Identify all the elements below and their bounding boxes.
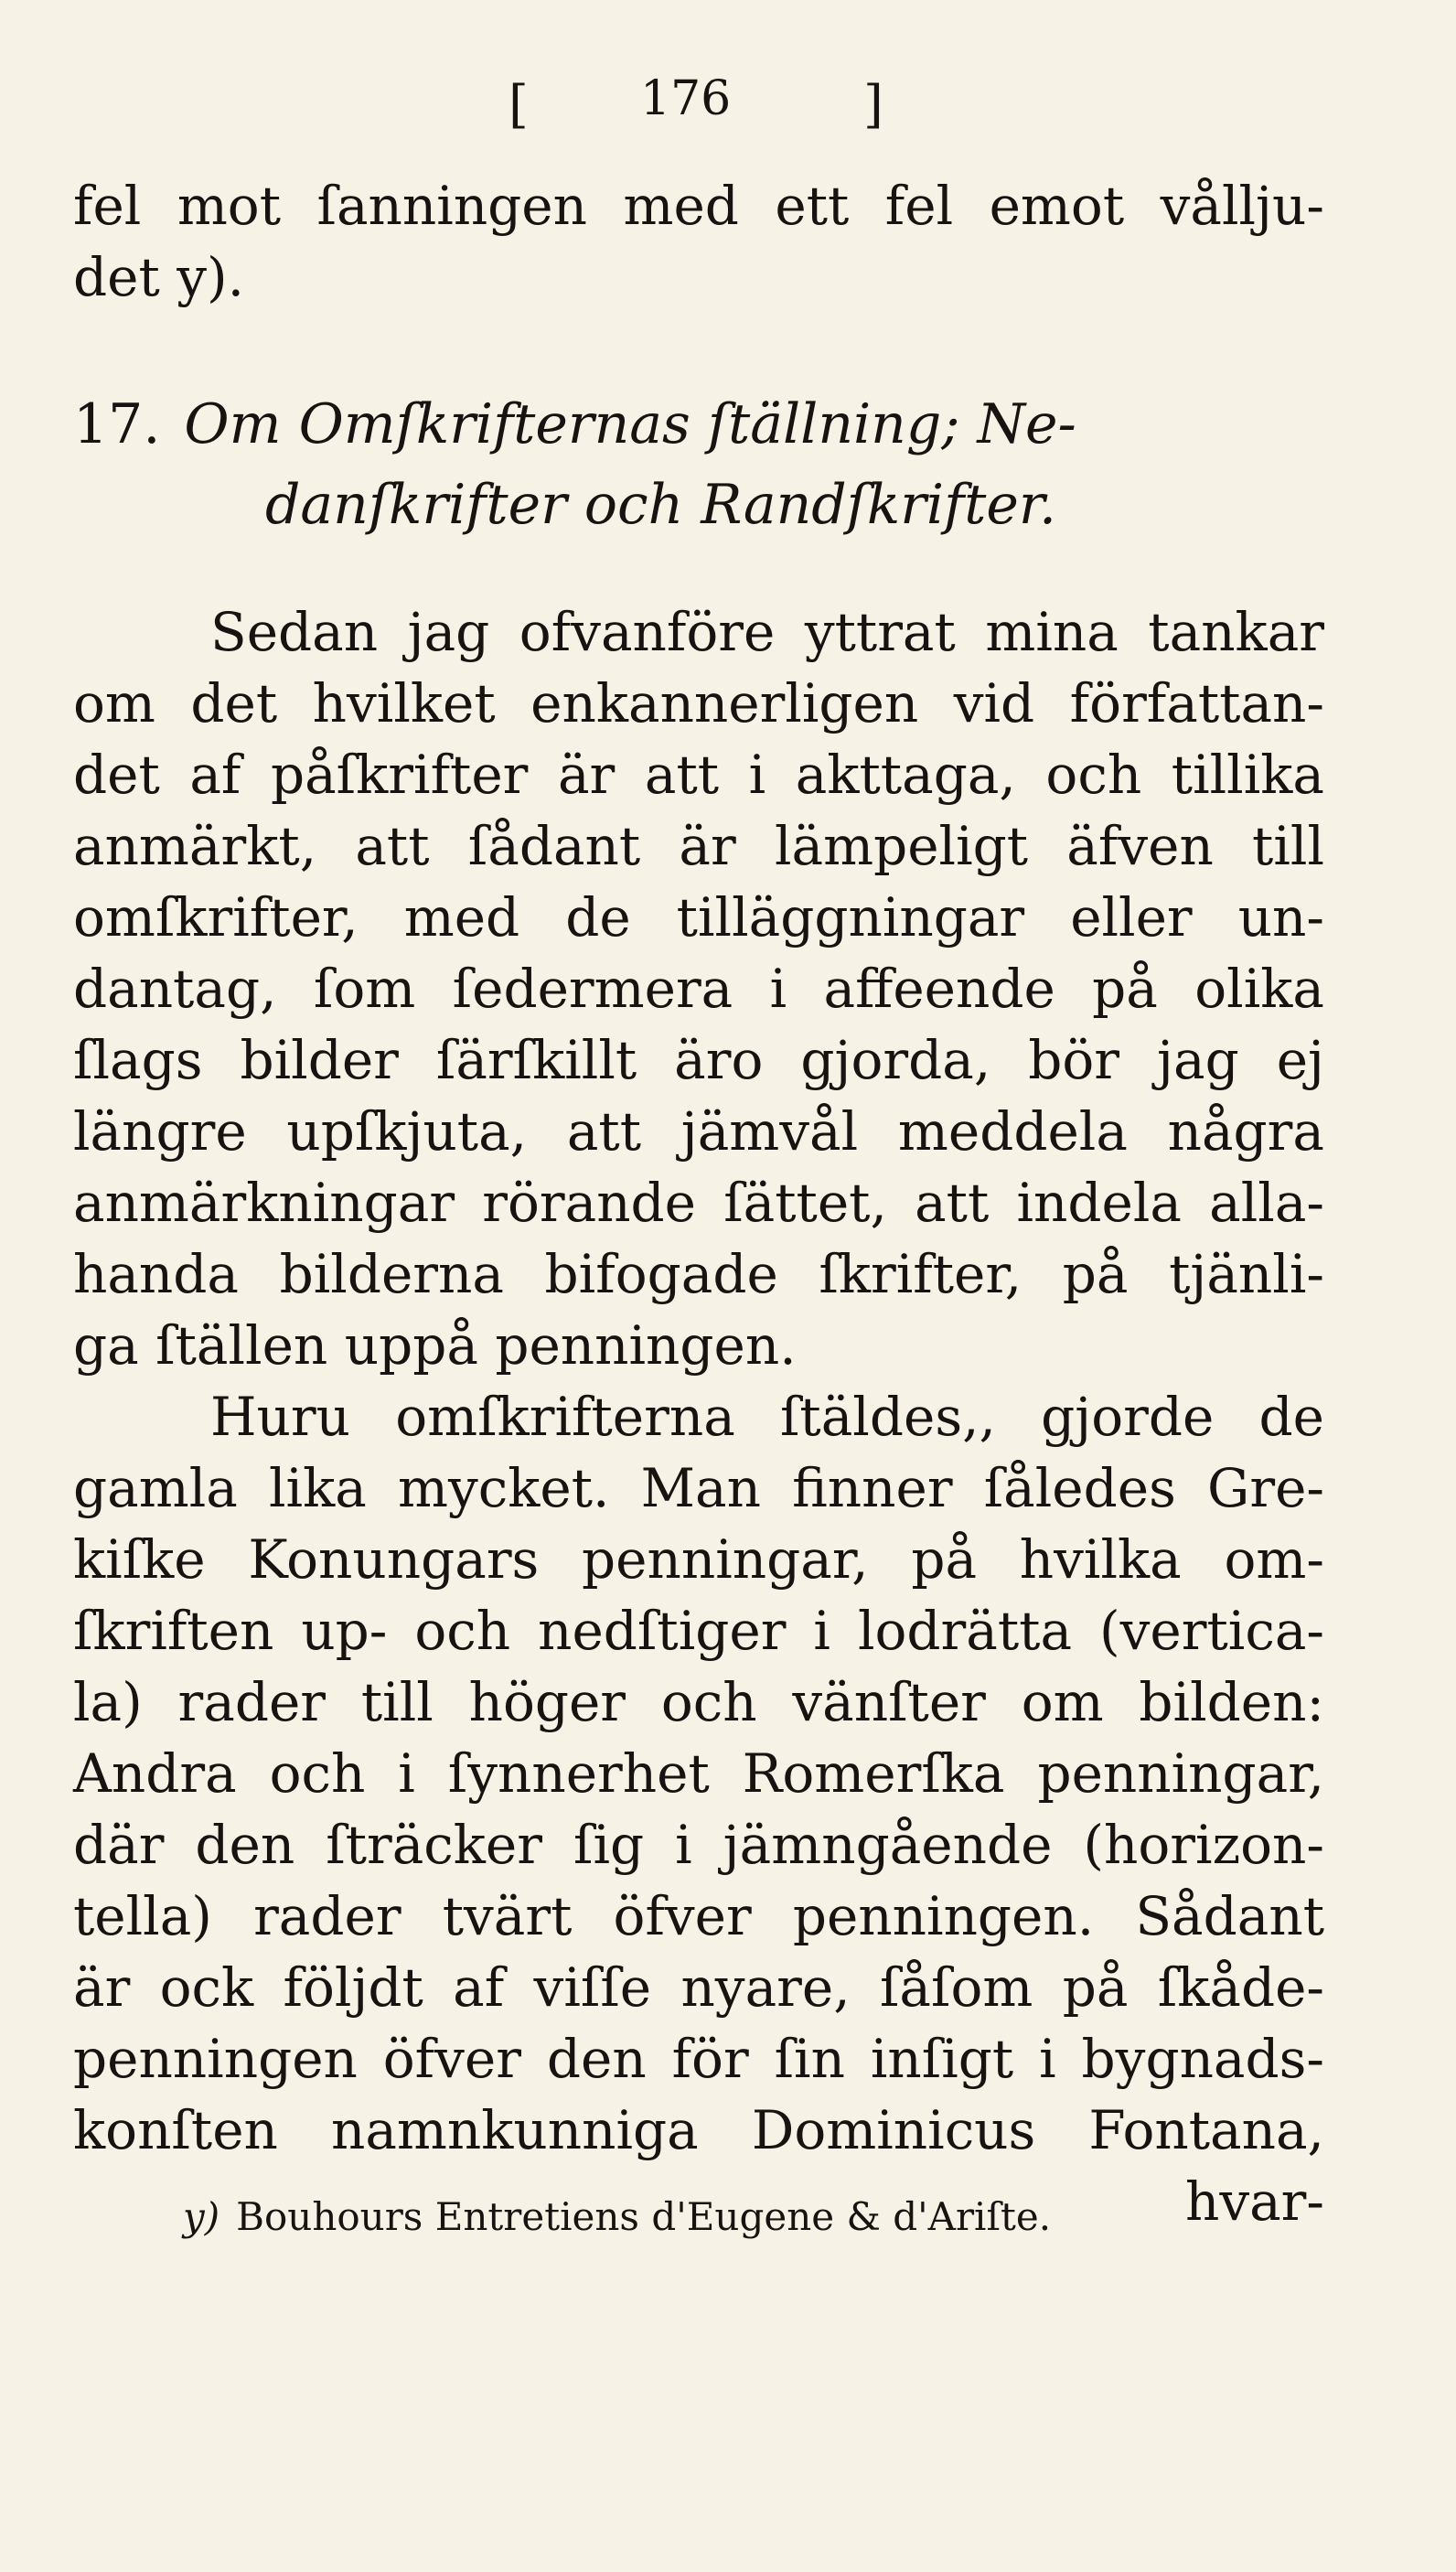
section-number: 17. (73, 392, 161, 456)
text-line: penningen öfver den för ſin inſigt i bygnads- (73, 2028, 1324, 2090)
text-line: ga ſtällen uppå penningen. (73, 1314, 797, 1377)
section-heading (73, 384, 1324, 545)
text-line: om det hvilket enkannerligen vid författan- (73, 672, 1324, 734)
paragraph-2 (73, 1381, 1324, 2237)
text-line: är ock följdt af viſſe nyare, ſåſom på ſkåde- (73, 1956, 1324, 2019)
text-line: dantag, ſom ſedermera i affeende på olika (73, 958, 1324, 1020)
text-line: ſlags bilder ſärſkillt äro gjorda, bör jag ej (73, 1029, 1324, 1091)
text-line: omſkrifter, med de tilläggningar eller un- (73, 886, 1324, 948)
bracket-close: ] (863, 75, 883, 134)
text-line: ſkriften up- och nedſtiger i lodrätta (vertica- (73, 1600, 1324, 1662)
text-line: anmärkningar rörande ſättet, att indela alla- (73, 1172, 1324, 1234)
text-line: det af påſkrifter är att i akttaga, och tillika (73, 744, 1324, 806)
text-line: tella) rader tvärt öfver penningen. Sådant (73, 1885, 1324, 1947)
text-line: kiſke Konungars penningar, på hvilka om- (73, 1528, 1324, 1591)
text-line: Sedan jag ofvanföre yttrat mina tankar (210, 601, 1324, 663)
page-header (0, 66, 1456, 139)
text-line: längre upſkjuta, att jämvål meddela några (73, 1100, 1324, 1163)
text-line: Huru omſkrifterna ſtäldes,, gjorde de (210, 1386, 1324, 1448)
bracket-open: [ (509, 75, 529, 134)
paragraph-1 (73, 596, 1324, 1381)
page-number: 176 (640, 71, 732, 126)
footnote-mark: y) (183, 2194, 220, 2239)
text-line: la) rader till höger och vänſter om bilden: (73, 1671, 1324, 1733)
text-line: fel mot ſanningen med ett fel emot vållju- (73, 175, 1324, 237)
section-title-line2: danſkrifter och Randſkrifter. (265, 473, 1057, 537)
footnote-text: Bouhours Entretiens d'Eugene & d'Ariſte. (236, 2194, 1052, 2239)
section-title-line1: Om Omſkrifternas ſtällning; Ne- (184, 392, 1076, 456)
intro-text (73, 170, 1324, 313)
text-line: Andra och i ſynnerhet Romerſka penningar, (73, 1742, 1324, 1805)
catchword: hvar- (1184, 2170, 1324, 2233)
footnote (183, 2190, 1051, 2245)
text-line: gamla lika mycket. Man finner ſåledes Gre- (73, 1457, 1324, 1519)
text-line: konſten namnkunniga Dominicus Fontana, (73, 2099, 1324, 2161)
text-line: det y). (73, 246, 245, 308)
text-line: handa bilderna bifogade ſkrifter, på tjänli- (73, 1243, 1324, 1305)
text-line: där den ſträcker ſig i jämngående (horizon- (73, 1814, 1324, 1876)
text-line: anmärkt, att ſådant är lämpeligt äfven till (73, 815, 1324, 877)
